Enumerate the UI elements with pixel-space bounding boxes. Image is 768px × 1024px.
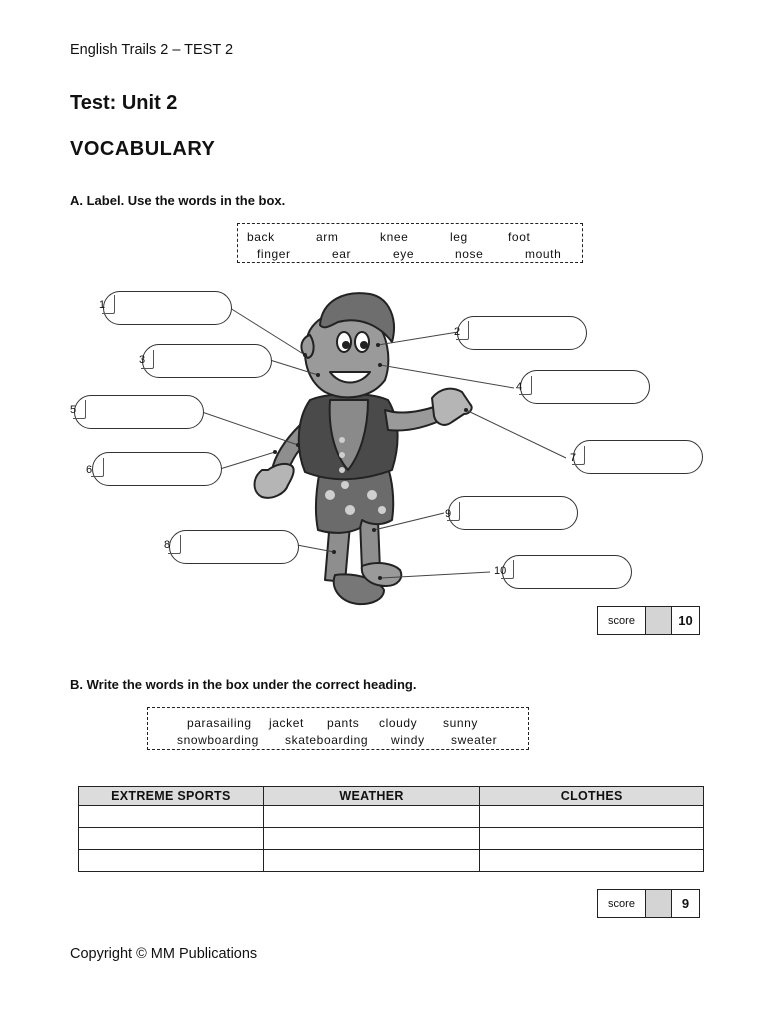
section-title: VOCABULARY — [70, 138, 216, 160]
word-foot: foot — [508, 230, 531, 244]
label-answer-1[interactable] — [103, 291, 232, 325]
answer-cell[interactable] — [480, 806, 704, 828]
answer-cell[interactable] — [263, 850, 480, 872]
label-number-5: 5 — [70, 404, 77, 416]
word-nose: nose — [455, 247, 484, 261]
answer-cell[interactable] — [480, 828, 704, 850]
label-number-7: 7 — [570, 452, 577, 464]
label-number-10: 10 — [494, 565, 507, 577]
copyright-footer: Copyright © MM Publications — [70, 946, 258, 962]
pointer-line-5 — [202, 412, 298, 445]
part-a-instruction: A. Label. Use the words in the box. — [70, 193, 286, 208]
word-snowboarding: snowboarding — [177, 733, 259, 747]
word-ear: ear — [332, 247, 352, 261]
pointer-line-7 — [466, 410, 566, 458]
test-title: Test: Unit 2 — [70, 92, 178, 114]
label-number-1: 1 — [99, 299, 106, 311]
score-label: score — [598, 607, 646, 634]
word-eye: eye — [393, 247, 415, 261]
label-answer-4[interactable] — [520, 370, 650, 404]
score-box-part-b — [597, 889, 700, 918]
word-parasailing: parasailing — [187, 716, 252, 730]
label-number-3: 3 — [139, 354, 146, 366]
score-box-part-a — [597, 606, 700, 635]
table-row — [79, 828, 704, 850]
score-total: 10 — [678, 613, 693, 628]
word-pants: pants — [327, 716, 360, 730]
word-windy: windy — [391, 733, 425, 747]
category-table — [78, 786, 704, 872]
score-entry[interactable] — [646, 607, 672, 634]
answer-cell[interactable] — [79, 806, 264, 828]
score-entry[interactable] — [646, 890, 672, 917]
answer-cell[interactable] — [263, 806, 480, 828]
word-skateboarding: skateboarding — [285, 733, 369, 747]
heading-extreme-sports: EXTREME SPORTS — [79, 787, 264, 806]
word-arm: arm — [316, 230, 339, 244]
word-finger: finger — [257, 247, 291, 261]
answer-cell[interactable] — [79, 828, 264, 850]
label-number-4: 4 — [516, 381, 523, 393]
part-b-instruction: B. Write the words in the box under the correct heading. — [70, 677, 417, 692]
answer-cell[interactable] — [79, 850, 264, 872]
pointer-line-6 — [220, 452, 275, 469]
word-jacket: jacket — [269, 716, 304, 730]
table-row — [79, 806, 704, 828]
label-answer-10[interactable] — [502, 555, 632, 589]
label-number-6: 6 — [86, 464, 93, 476]
label-answer-9[interactable] — [448, 496, 578, 530]
score-total: 9 — [681, 896, 690, 911]
score-label: score — [598, 890, 646, 917]
word-cloudy: cloudy — [379, 716, 418, 730]
label-number-8: 8 — [164, 539, 171, 551]
table-row — [79, 850, 704, 872]
word-mouth: mouth — [525, 247, 562, 261]
answer-cell[interactable] — [480, 850, 704, 872]
word-leg: leg — [450, 230, 468, 244]
label-number-2: 2 — [454, 326, 461, 338]
word-knee: knee — [380, 230, 409, 244]
label-answer-3[interactable] — [142, 344, 272, 378]
word-sweater: sweater — [451, 733, 498, 747]
word-back: back — [247, 230, 275, 244]
label-answer-2[interactable] — [457, 316, 587, 350]
answer-cell[interactable] — [263, 828, 480, 850]
part-b-word-box — [147, 707, 529, 750]
label-answer-6[interactable] — [92, 452, 222, 486]
heading-clothes: CLOTHES — [480, 787, 704, 806]
label-answer-5[interactable] — [74, 395, 204, 429]
label-number-9: 9 — [445, 508, 452, 520]
pointer-line-4 — [380, 365, 514, 388]
label-answer-7[interactable] — [573, 440, 703, 474]
label-answer-8[interactable] — [169, 530, 299, 564]
heading-weather: WEATHER — [263, 787, 480, 806]
page-header: English Trails 2 – TEST 2 — [70, 42, 234, 58]
word-sunny: sunny — [443, 716, 479, 730]
